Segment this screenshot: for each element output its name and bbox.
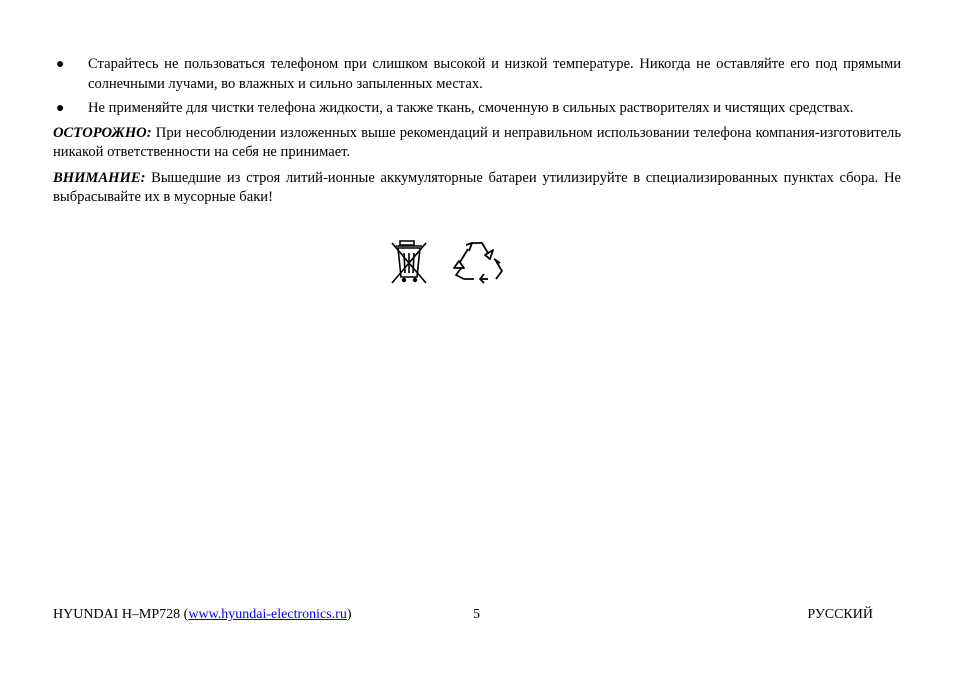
crossed-out-bin-icon xyxy=(388,237,430,285)
footer-product xyxy=(53,606,352,624)
list-item xyxy=(53,55,901,94)
attention-text: Вышедшие из строя литий-ионные аккумуляторные батареи утилизируйте в специализированных пунктах сбора. Не выбрасывайте их в мусорные баки! xyxy=(53,169,901,205)
footer-website-link[interactable]: www.hyundai-electronics.ru xyxy=(188,607,347,622)
footer-product-close: ) xyxy=(346,607,352,622)
page-number: 5 xyxy=(473,607,480,622)
bullet-text: Старайтесь не пользоваться телефоном при слишком высокой и низкой температуре. Никогда не оставляйте его под прямыми солнечными лучами, во влажных и сильно запыленных местах. xyxy=(88,56,901,92)
disposal-icons xyxy=(386,237,511,287)
list-item xyxy=(53,99,901,119)
bullet-text: Не применяйте для чистки телефона жидкости, а также ткань, смоченную в сильных растворителях и чистящих средствах. xyxy=(88,100,854,116)
footer-product-name: HYUNDAI H–MP728 ( xyxy=(53,607,189,622)
caution-text: При несоблюдении изложенных выше рекомендаций и неправильном использовании телефона компания-изготовитель никакой ответственности на себя не принимает. xyxy=(53,124,901,160)
bullet-icon: ● xyxy=(56,57,65,72)
recycle-icon xyxy=(450,237,508,285)
bullet-list xyxy=(53,55,901,119)
attention-paragraph xyxy=(53,169,901,208)
attention-label: ВНИМАНИЕ: xyxy=(53,169,146,186)
page-footer xyxy=(53,606,873,624)
footer-language: РУССКИЙ xyxy=(807,607,873,622)
caution-label: ОСТОРОЖНО: xyxy=(53,124,152,141)
document-body xyxy=(53,55,901,213)
caution-paragraph xyxy=(53,124,901,163)
bullet-icon: ● xyxy=(56,101,65,116)
